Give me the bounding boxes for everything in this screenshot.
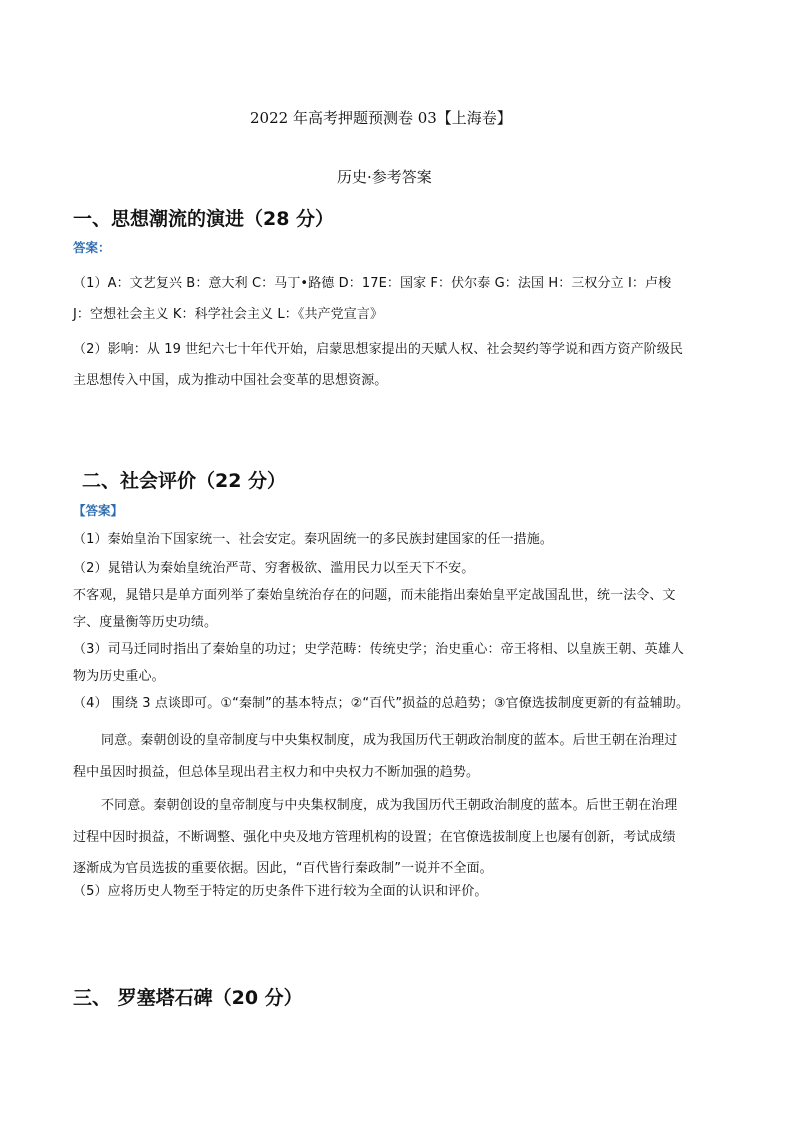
section2-line: 字、度量衡等历史功绩。 — [73, 615, 218, 630]
section2-line: 程中虽因时损益，但总体呈现出君主权力和中央权力不断加强的趋势。 — [73, 765, 480, 780]
section2-line: 不同意。秦朝创设的皇帝制度与中央集权制度，成为我国历代王朝政治制度的蓝本。后世王朝在治理 — [101, 798, 678, 813]
section1-line: （2）影响：从 19 世纪六七十年代开始，启蒙思想家提出的天赋人权、社会契约等学说和西方资产阶级民 — [73, 342, 683, 357]
section1-line: J：空想社会主义 K：科学社会主义 L：《共产党宣言》 — [73, 307, 384, 322]
section2-line: （4） 围绕 3 点谈即可。①“秦制”的基本特点；②“百代”损益的总趋势；③官僚选拔制度更新的有益辅助。 — [73, 696, 690, 711]
section2-line: 同意。秦朝创设的皇帝制度与中央集权制度，成为我国历代王朝政治制度的蓝本。后世王朝在治理过 — [101, 733, 678, 748]
section2-answer-label: 【答案】 — [73, 503, 124, 518]
section1-line: （1）A：文艺复兴 B：意大利 C：马丁•路德 D：17E：国家 F：伏尔泰 G：法国 H：三权分立 I：卢梭 — [73, 276, 672, 291]
document-title: 2022 年高考押题预测卷 03【上海卷】 — [250, 109, 512, 127]
section1-line: 主思想传入中国，成为推动中国社会变革的思想资源。 — [73, 373, 388, 388]
section1-answer-label: 答案： — [73, 240, 111, 255]
section2-line: （5）应将历史人物至于特定的历史条件下进行较为全面的认识和评价。 — [73, 884, 488, 899]
section2-heading: 二、社会评价（22 分） — [82, 470, 287, 492]
section2-line: 不客观，晁错只是单方面列举了秦始皇统治存在的问题，而未能指出秦始皇平定战国乱世，统一法令、文 — [73, 588, 676, 603]
section2-line: （3）司马迁同时指出了秦始皇的功过；史学范畴：传统史学；治史重心：帝王将相、以皇族王朝、英雄人 — [73, 642, 684, 657]
section2-line: （1）秦始皇治下国家统一、社会安定。秦巩固统一的多民族封建国家的任一措施。 — [73, 532, 553, 547]
section2-line: 过程中因时损益，不断调整、强化中央及地方管理机构的设置；在官僚选拔制度上也屡有创新，考试成绩 — [73, 830, 676, 845]
section3-heading: 三、 罗塞塔石碑（20 分） — [73, 987, 303, 1009]
section2-line: 物为历史重心。 — [73, 669, 165, 684]
document-subtitle: 历史·参考答案 — [337, 168, 432, 186]
section2-line: （2）晁错认为秦始皇统治严苛、穷奢极欲、滥用民力以至天下不安。 — [73, 561, 475, 576]
section2-line: 逐渐成为官员选拔的重要依据。因此，“百代皆行秦政制”一说并不全面。 — [73, 861, 493, 876]
section1-heading: 一、思想潮流的演进（28 分） — [73, 208, 335, 230]
